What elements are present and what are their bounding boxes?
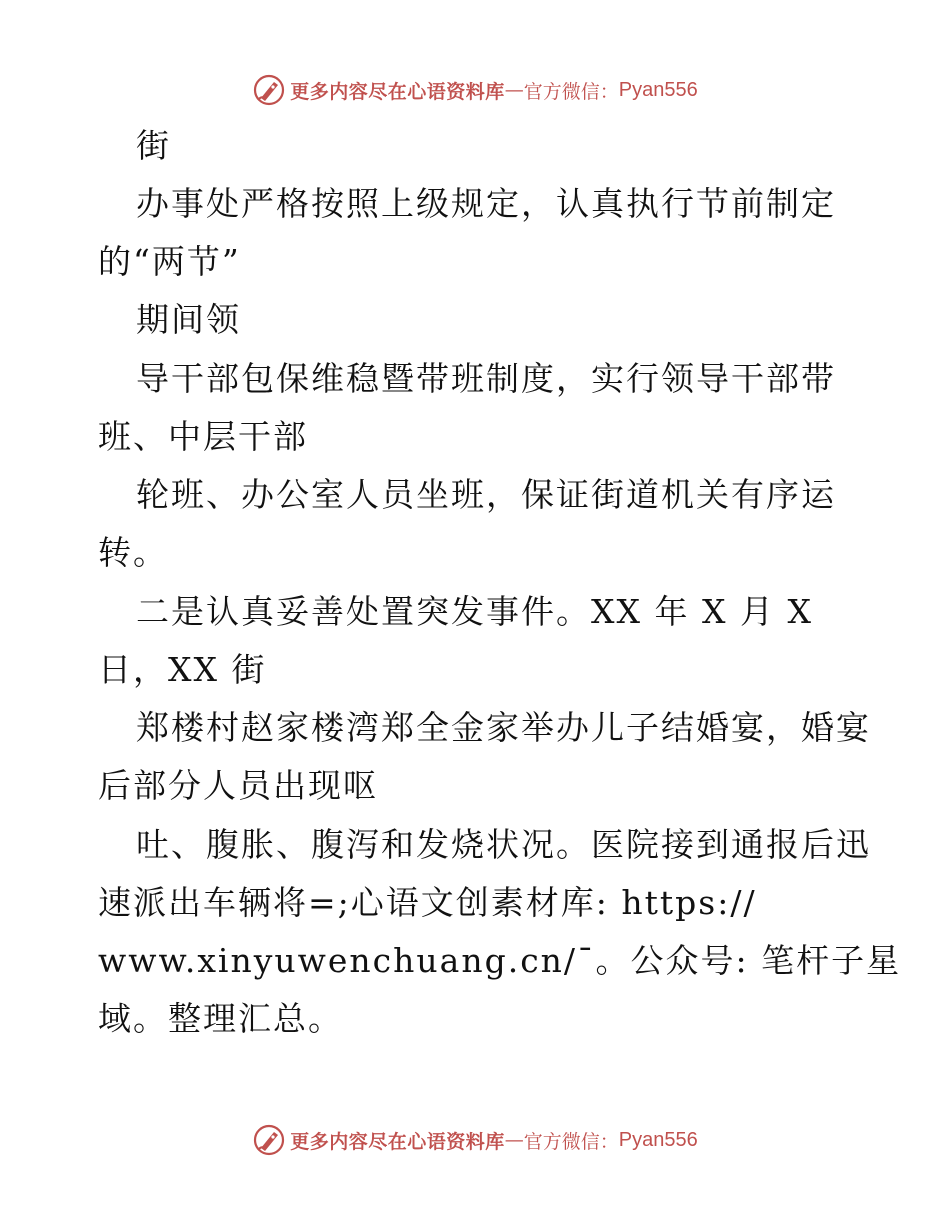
text-line: 日，XX 街: [98, 650, 267, 689]
text-line: 导干部包保维稳暨带班制度，实行领导干部带: [136, 359, 836, 398]
text-line: 转。: [98, 533, 168, 572]
banner-tagline: 更多内容尽在心语资料库: [290, 1130, 505, 1153]
banner-dash: —: [504, 79, 524, 101]
text-line: 的“两节”: [98, 242, 241, 281]
banner-dash: —: [504, 1129, 524, 1151]
text-line: 吐、腹胀、腹泻和发烧状况。医院接到通报后迅: [136, 825, 871, 864]
text-line: 郑楼村赵家楼湾郑全金家举办儿子结婚宴，婚宴: [136, 708, 871, 747]
text-line: 街: [136, 126, 171, 165]
banner-wechat-id: Pyan556: [618, 1128, 698, 1151]
banner-tagline: 更多内容尽在心语资料库: [290, 80, 505, 103]
pen-nib-logo-icon: [252, 73, 286, 107]
text-line: 二是认真妥善处置突发事件。XX 年 X 月 X: [136, 592, 813, 631]
pen-nib-logo-icon: [252, 1123, 286, 1157]
text-line: 速派出车辆将=;心语文创素材库: https://: [98, 883, 757, 922]
text-line: 期间领: [136, 300, 241, 339]
text-line: 后部分人员出现呕: [98, 766, 378, 805]
banner-wechat-label: 官方微信：: [523, 80, 619, 103]
banner-wechat-label: 官方微信：: [523, 1130, 619, 1153]
text-line: 域。整理汇总。: [98, 999, 343, 1038]
footer-banner: [0, 1120, 950, 1160]
text-line: 班、中层干部: [98, 417, 308, 456]
text-line: www.xinyuwenchuang.cn/¯。公众号: 笔杆子星: [98, 941, 902, 980]
header-banner: [0, 70, 950, 110]
text-line: 轮班、办公室人员坐班，保证街道机关有序运: [136, 475, 836, 514]
text-line: 办事处严格按照上级规定，认真执行节前制定: [136, 184, 836, 223]
banner-wechat-id: Pyan556: [618, 78, 698, 101]
